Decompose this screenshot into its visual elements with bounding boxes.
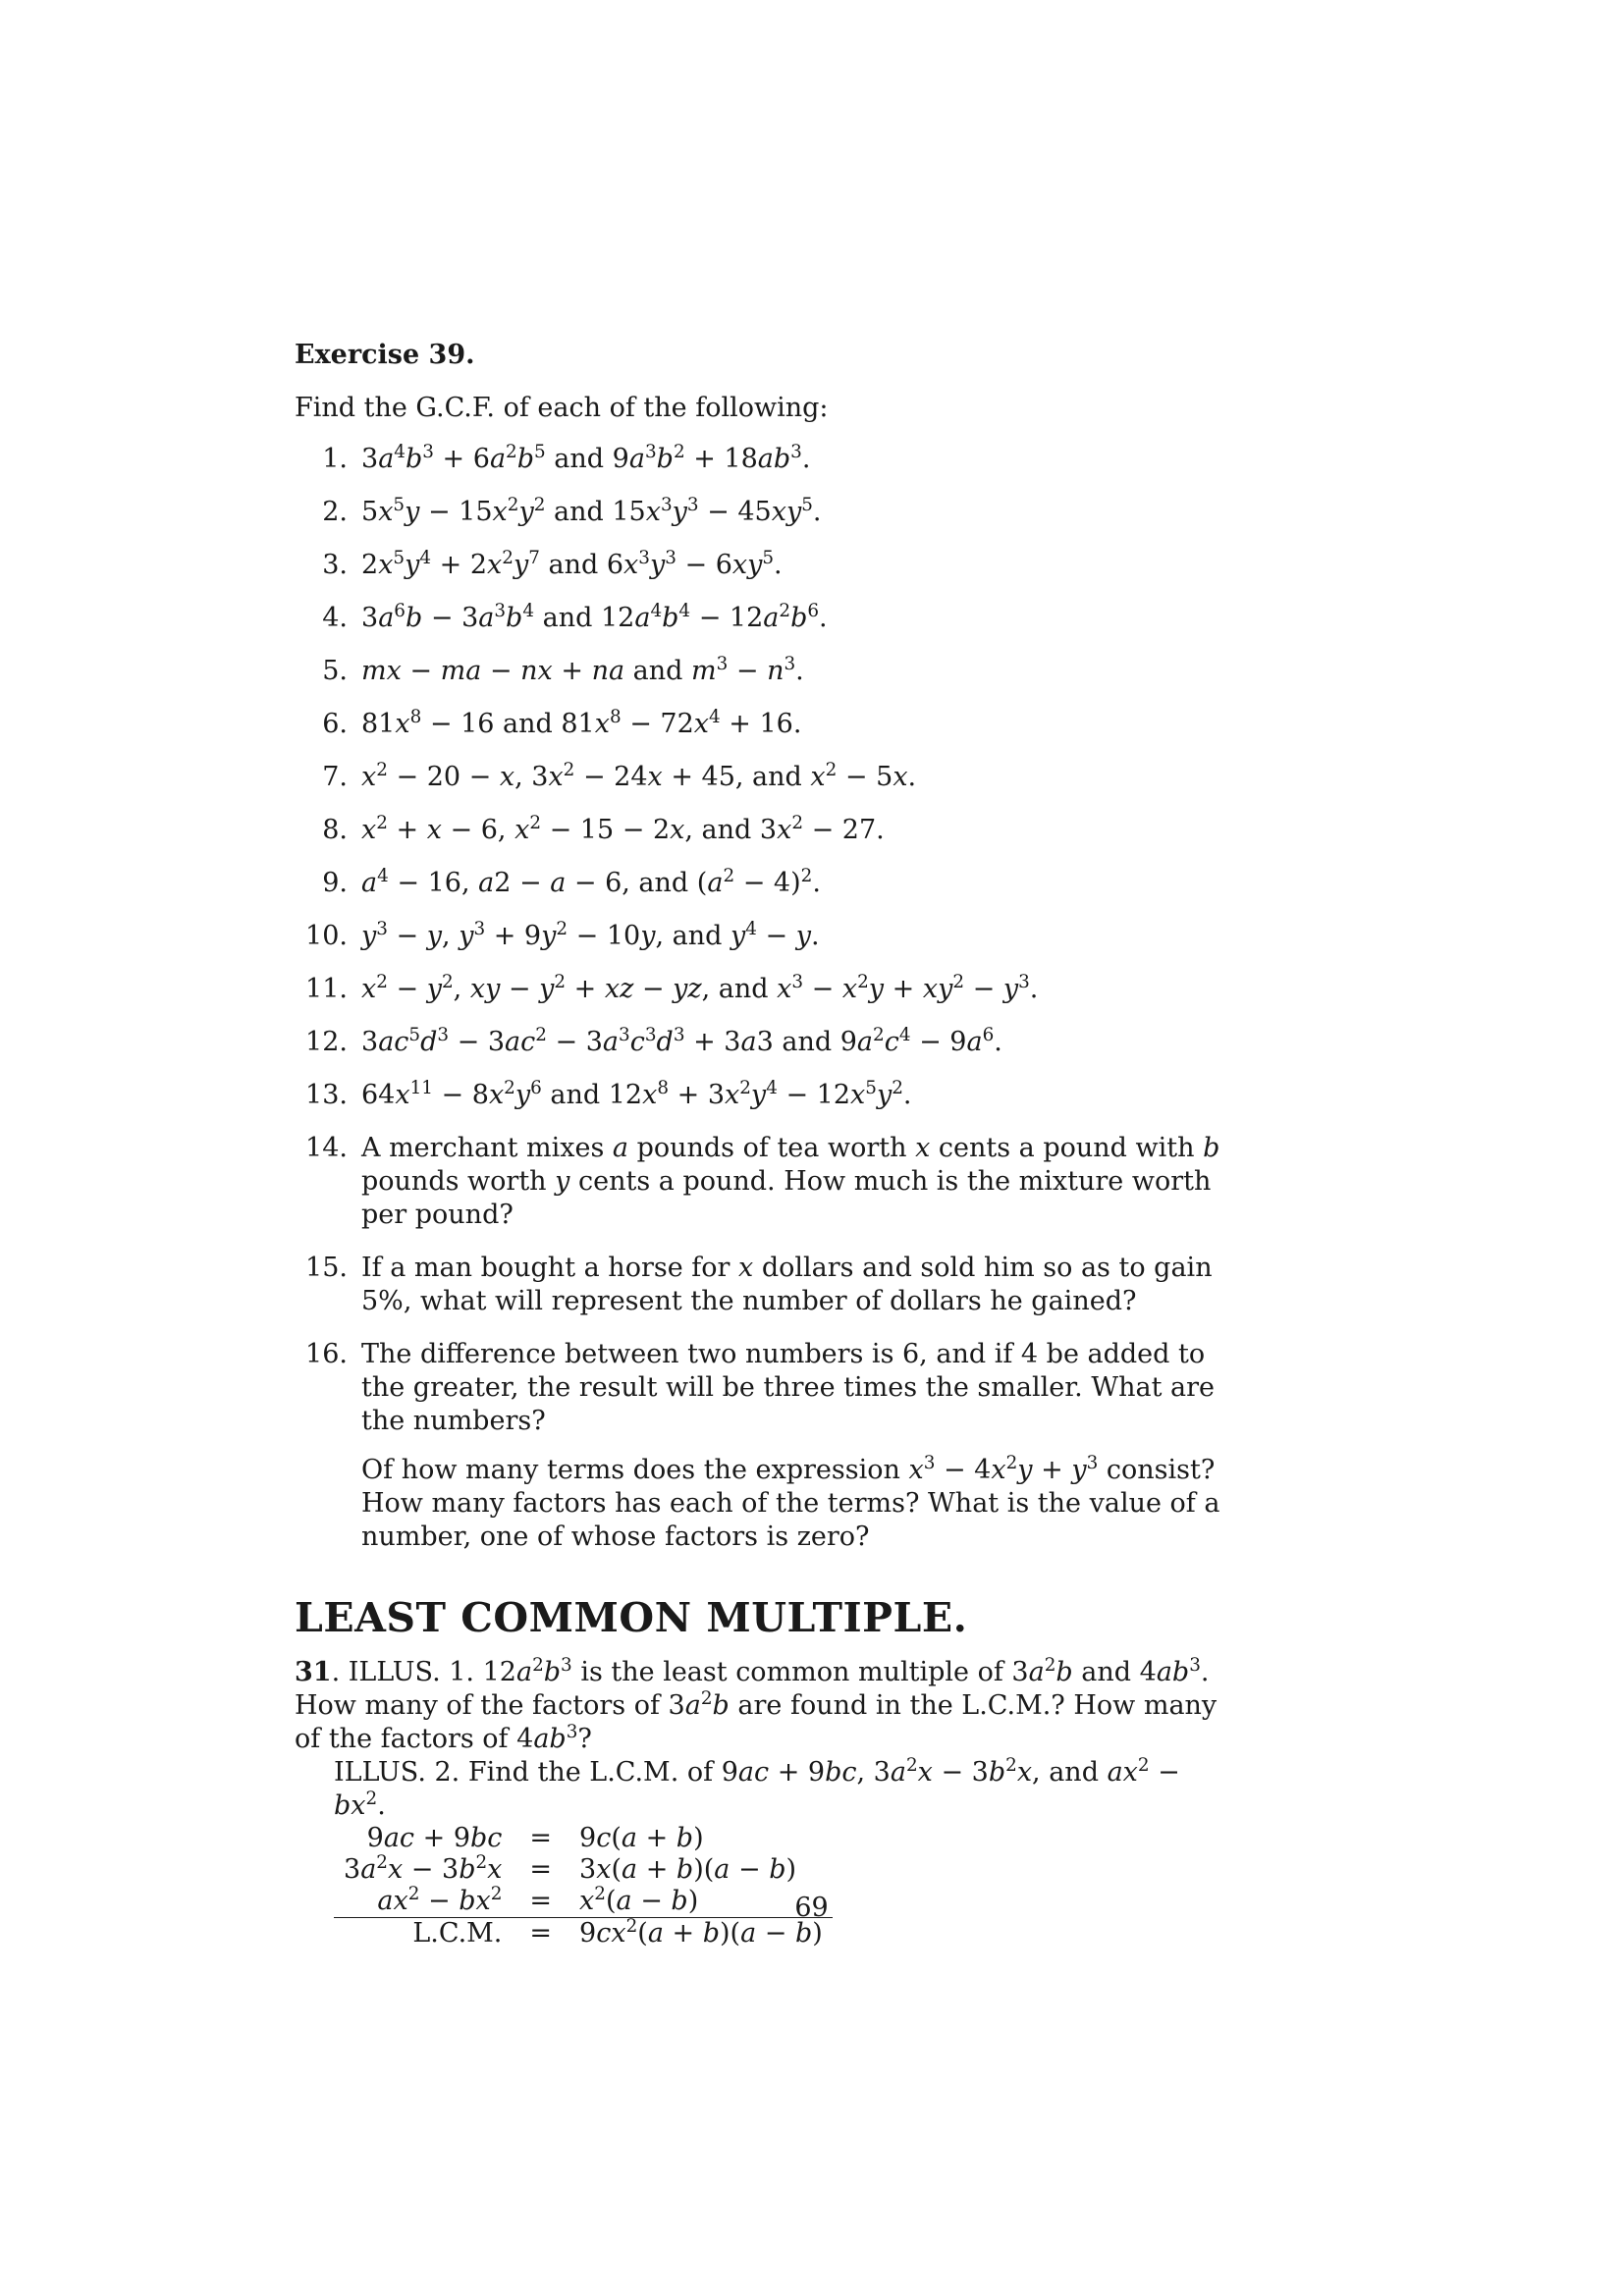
lcm-rhs: 3x(a + b)(a − b): [579, 1854, 797, 1885]
lcm-rhs: $x^2(a - b)$: [579, 1883, 699, 1916]
problem-number: 2.: [322, 497, 348, 527]
problem-item: [295, 1338, 1237, 1438]
lcm-rhs: $9cx^2(a + b)(a - b)$: [569, 1918, 833, 1950]
lcm-lhs: $3a^2x - 3b^2x$: [344, 1851, 503, 1885]
problem-item: [295, 1252, 1237, 1318]
problem-text: $3a^6b - 3a^3b^4$ and $12a^4b^4 - 12a^2b^6$.: [361, 600, 828, 633]
problem-number: 10.: [305, 921, 348, 951]
problem-number: 14.: [305, 1133, 348, 1163]
problem-text: $x^2 - y^2$, xy − $y^2$ + xz − yz, and $x^3 - x^2y + xy^2 - y^3$.: [361, 971, 1039, 1004]
illus-1-paragraph: [295, 1656, 1237, 1756]
illus-1-text: . ILLUS. 1. $12a^2b^3$ is the least common multiple of $3a^2b$ and $4ab^3$. How many of the factors of $3a^2b$ are found in the L.C.M.? How many of the factors of $4ab^3$?: [295, 1654, 1217, 1754]
problem-text: $64x^{11} - 8x^2y^6$ and $12x^8 + 3x^2y^4 - 12x^5y^2$.: [361, 1077, 912, 1110]
lcm-lhs: L.C.M.: [334, 1918, 512, 1950]
problem-number: 6.: [322, 709, 348, 739]
lcm-equals: =: [529, 1823, 553, 1853]
problem-number: 9.: [322, 868, 348, 898]
problem-item: [295, 814, 1237, 847]
problem-text: The difference between two numbers is 6, and if 4 be added to the greater, the result will be three times the smaller. What are the numbers?: [361, 1339, 1215, 1436]
problem-item: [295, 655, 1237, 688]
lcm-equals: =: [529, 1886, 553, 1916]
problem-text: $3ac^5d^3 - 3ac^2 - 3a^3c^3d^3 + 3a3$ and $9a^2c^4 - 9a^6$.: [361, 1024, 1002, 1057]
problem-text: $81x^8 - 16$ and $81x^8 - 72x^4 + 16$.: [361, 706, 802, 739]
illus-2-text: ILLUS. 2. Find the L.C.M. of 9ac + 9bc, $3a^2x - 3b^2x$, and $ax^2 - bx^2$.: [334, 1754, 1180, 1821]
paragraph-number: 31: [295, 1657, 332, 1687]
problem-text: $5x^5y - 15x^2y^2$ and $15x^3y^3 - 45xy^5$.: [361, 494, 822, 527]
problem-number: 13.: [305, 1080, 348, 1110]
exercise-intro: Find the G.C.F. of each of the following:: [295, 393, 829, 423]
section-title: LEAST COMMON MULTIPLE.: [295, 1594, 968, 1641]
exercise-title: Exercise 39.: [295, 340, 475, 370]
problem-number: 5.: [322, 656, 348, 686]
problem-number: 4.: [322, 603, 348, 633]
page-body: [295, 339, 1237, 1949]
problem-text: $a^4 - 16$, a2 − a − 6, and $(a^2 - 4)^2$.: [361, 865, 821, 898]
problem-text: $y^3 - y$, $y^3 + 9y^2 - 10y$, and $y^4 - y$.: [361, 918, 820, 951]
lcm-equals: =: [512, 1918, 569, 1950]
problem-item: [295, 1079, 1237, 1112]
lcm-lhs: 9ac + 9bc: [366, 1823, 503, 1853]
lcm-row: [334, 1854, 833, 1886]
lcm-equals: =: [529, 1854, 553, 1885]
problem-text: $x^2 - 20 - x$, $3x^2 - 24x + 45$, and $x^2 - 5x$.: [361, 759, 917, 792]
problem-text: If a man bought a horse for x dollars and sold him so as to gain 5%, what will represent the number of dollars he gained?: [361, 1253, 1213, 1316]
problem-number: 15.: [305, 1253, 348, 1283]
problem-text: $3a^4b^3 + 6a^2b^5$ and $9a^3b^2 + 18ab^3$.: [361, 441, 811, 474]
problem-item: [295, 443, 1237, 476]
problem-item: [295, 867, 1237, 900]
problem-item: [295, 920, 1237, 953]
problem-list: [295, 443, 1237, 1438]
problem-number: 16.: [305, 1339, 348, 1369]
lcm-table: [334, 1823, 833, 1949]
problem-text: $x^2 + x - 6$, $x^2 - 15 - 2x$, and $3x^2 - 27$.: [361, 812, 885, 845]
problem-text: A merchant mixes a pounds of tea worth x cents a pound with b pounds worth y cents a pound. How much is the mixture worth per pound?: [361, 1133, 1220, 1230]
page-number: 69: [794, 1893, 829, 1923]
problem-number: 11.: [305, 974, 348, 1004]
problem-item: [295, 602, 1237, 635]
problem-number: 7.: [322, 762, 348, 792]
problem-item: [295, 973, 1237, 1006]
problem-number: 3.: [322, 550, 348, 580]
problem-item: [295, 1026, 1237, 1059]
problem-number: 1.: [322, 444, 348, 474]
problem-item: [295, 1132, 1237, 1232]
lcm-row: [334, 1823, 833, 1854]
problem-number: 12.: [305, 1027, 348, 1057]
problem-item: [295, 761, 1237, 794]
problem-text: $2x^5y^4 + 2x^2y^7$ and $6x^3y^3 - 6xy^5$.: [361, 547, 783, 580]
problem-text: mx − ma − nx + na and $m^3 - n^3$.: [361, 653, 804, 686]
extra-question: Of how many terms does the expression $x^3 - 4x^2y + y^3$ consist? How many factors has each of the terms? What is the value of a number, one of whose factors is zero?: [361, 1452, 1220, 1552]
lcm-lhs: $ax^2 - bx^2$: [377, 1883, 503, 1916]
problem-item: [295, 708, 1237, 741]
lcm-rhs: 9c(a + b): [579, 1823, 704, 1853]
problem-item: [295, 496, 1237, 529]
problem-item: [295, 549, 1237, 582]
problem-number: 8.: [322, 815, 348, 845]
